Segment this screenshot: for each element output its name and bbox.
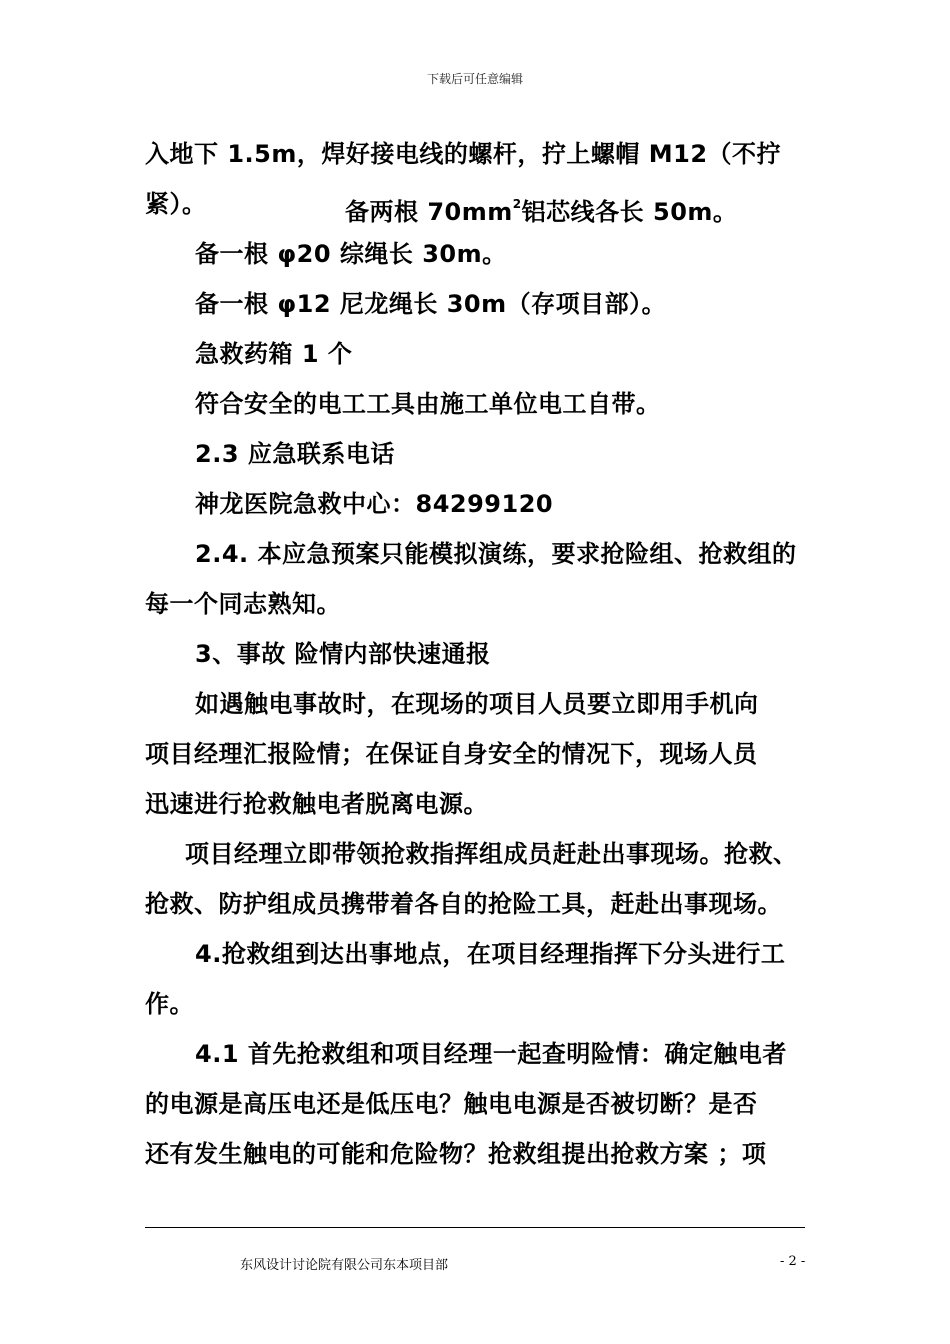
section-heading: 2.3 应急联系电话 [195, 440, 395, 468]
paragraph-line: 备一根 φ12 尼龙绳长 30m（存项目部）。 [195, 290, 667, 318]
paragraph-line: 神龙医院急救中心：84299120 [195, 490, 554, 518]
paragraph-line: 抢救、防护组成员携带着各自的抢险工具，赶赴出事现场。 [145, 890, 782, 918]
superscript-2: 2 [512, 197, 522, 211]
paragraph-line: 每一个同志熟知。 [145, 590, 341, 618]
paragraph-line: 符合安全的电工工具由施工单位电工自带。 [195, 390, 661, 418]
paragraph-line: 项目经理汇报险情；在保证自身安全的情况下，现场人员 [145, 740, 758, 768]
paragraph-line: 还有发生触电的可能和危险物？抢救组提出抢救方案 ；项 [145, 1140, 767, 1168]
section-heading: 3、事故 险情内部快速通报 [195, 640, 491, 668]
paragraph-line: 如遇触电事故时，在现场的项目人员要立即用手机向 [195, 690, 759, 718]
page-number: - 2 - [780, 1254, 806, 1269]
header-note: 下载后可任意编辑 [426, 72, 523, 86]
footer-organization: 东风设计讨论院有限公司东本项目部 [240, 1258, 449, 1273]
paragraph-line: 迅速进行抢救触电者脱离电源。 [145, 790, 488, 818]
paragraph-line: 项目经理立即带领抢救指挥组成员赶赴出事现场。抢救、 [185, 840, 798, 868]
cable-spec-text: 备两根 70mm [345, 198, 513, 226]
paragraph-line: 备一根 φ20 综绳长 30m。 [195, 240, 507, 268]
paragraph-line: 紧）。 [145, 190, 207, 218]
cable-spec-rest: 铝芯线各长 50m。 [521, 198, 738, 226]
paragraph-line: 4.抢救组到达出事地点，在项目经理指挥下分头进行工 [195, 940, 786, 968]
footer-divider [145, 1227, 805, 1228]
paragraph-line: 作。 [145, 990, 194, 1018]
paragraph-line: 的电源是高压电还是低压电？触电电源是否被切断？是否 [145, 1090, 758, 1118]
paragraph-line: 4.1 首先抢救组和项目经理一起查明险情：确定触电者 [195, 1040, 787, 1068]
paragraph-line: 2.4. 本应急预案只能模拟演练，要求抢险组、抢救组的 [195, 540, 797, 568]
paragraph-line [345, 188, 737, 228]
paragraph-line: 急救药箱 1 个 [195, 340, 353, 368]
paragraph-line: 入地下 1.5m，焊好接电线的螺杆，拧上螺帽 M12（不拧 [145, 140, 782, 168]
